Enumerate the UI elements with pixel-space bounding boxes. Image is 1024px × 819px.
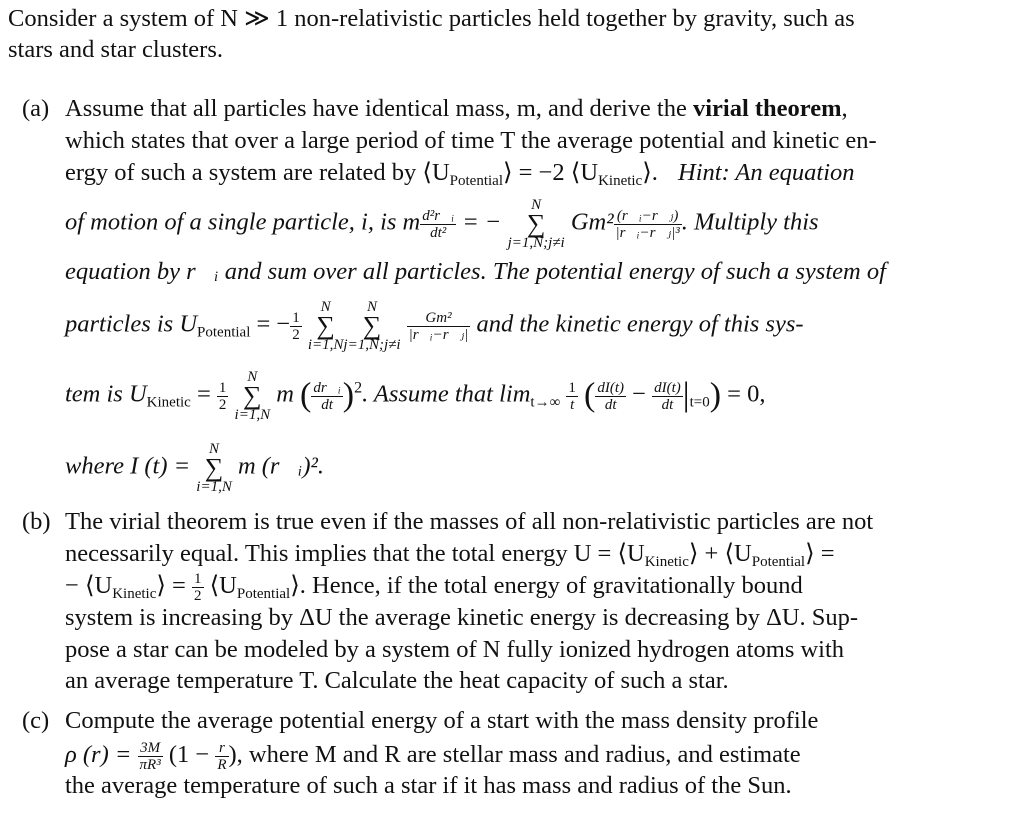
right-paren: ) (709, 376, 722, 414)
sigma-icon: ∑ (243, 381, 262, 410)
density-post: ), where M and R are stellar mass and radius, and estimate (228, 741, 801, 769)
neg-kinetic-mid: ⟩ = (156, 572, 192, 600)
sum-bottom: i=1,N (307, 337, 344, 353)
eom-pre: of motion of a single particle, i, is m (65, 208, 421, 236)
frac-num: r (215, 740, 228, 757)
intro-line-1: Consider a system of N ≫ 1 non-relativistic particles held together by gravity, such as (8, 5, 855, 32)
sum-i (235, 370, 271, 422)
part-a-line-7 (65, 370, 766, 422)
square-exponent: 2 (354, 379, 363, 397)
second-derivative-fraction (420, 208, 456, 241)
part-c-line-1: Compute the average potential energy of a start with the mass density profile (65, 707, 819, 734)
part-b-label: (b) (22, 508, 51, 535)
part-a-line-2: which states that over a large period of time T the average potential and kinetic en- (65, 127, 877, 154)
total-energy-pre: necessarily equal. This implies that the total energy U = ⟨U (65, 540, 645, 567)
eom-post: . Multiply this (681, 208, 819, 236)
potential-subscript: Potential (236, 586, 291, 603)
sum-bottom: j=1,N;j≠i (343, 337, 401, 353)
part-c-line-2 (65, 740, 801, 773)
part-a-line-6 (65, 300, 804, 352)
part-a-line-1 (65, 94, 848, 124)
kinetic-subscript: Kinetic (112, 586, 157, 603)
velocity-fraction (311, 380, 342, 413)
frac-den: |r⃗ᵢ−r⃗ⱼ|³ (615, 224, 680, 241)
one-over-t-fraction (566, 380, 578, 413)
frac-num: 1 (292, 309, 300, 326)
kinetic-subscript: Kinetic (598, 173, 643, 189)
eom-gm: Gm² (564, 208, 614, 236)
density-fraction (138, 740, 163, 773)
gm-over-distance-fraction (407, 310, 471, 343)
part-a-line-8 (65, 442, 324, 494)
frac-num: 1 (194, 571, 202, 587)
sigma-icon: ∑ (316, 311, 335, 340)
frac-den: dt (604, 396, 617, 413)
sum-i (308, 300, 344, 352)
sum-i (196, 442, 232, 494)
di-dt-fraction (595, 380, 626, 413)
part-a-line-1-end: , (841, 95, 848, 122)
frac-den: dt (661, 396, 674, 413)
potential-subscript: Potential (751, 554, 806, 570)
part-b-line-6: an average temperature T. Calculate the heat capacity of such a star. (65, 667, 729, 694)
frac-num: 1 (568, 379, 576, 396)
half-fraction (290, 310, 302, 343)
potential-subscript: Potential (197, 324, 251, 341)
part-b-line-4: system is increasing by ΔU the average kinetic energy is decreasing by ΔU. Sup- (65, 604, 859, 631)
part-a-label: (a) (22, 95, 50, 122)
sum-top: N (531, 197, 542, 213)
part-a-line-5: equation by r⃗ᵢ and sum over all particles. The potential energy of such a system of (65, 258, 886, 285)
kinetic-subscript: Kinetic (146, 394, 191, 411)
density-pre: ρ (r) = (65, 741, 138, 769)
part-c-line-3: the average temperature of such a star if it has mass and radius of the Sun. (65, 772, 792, 799)
total-energy-post: ⟩ = (805, 540, 835, 567)
frac-num: d²r⃗ᵢ (422, 207, 455, 224)
part-b-line-3-end: ⟩. Hence, if the total energy of gravitationally bound (290, 572, 803, 600)
di-dt-fraction (652, 380, 683, 413)
sum-top: N (209, 441, 220, 457)
frac-num: dr⃗ᵢ (313, 379, 341, 396)
part-c-label: (c) (22, 707, 50, 734)
left-paren: ( (584, 376, 596, 414)
sum-bottom: i=1,N (234, 407, 271, 423)
frac-den: |r⃗ᵢ−r⃗ⱼ| (408, 326, 469, 343)
frac-den: 2 (292, 326, 300, 343)
hint-text: Hint: An equation (678, 159, 855, 186)
sum-j (343, 300, 400, 352)
virial-theorem-term: virial theorem (692, 95, 842, 122)
sum-bottom: i=1,N (196, 479, 232, 495)
inertia-pre: where I (t) = (65, 452, 197, 480)
sigma-icon: ∑ (526, 209, 546, 238)
frac-num: 1 (218, 379, 227, 396)
sum-top: N (247, 369, 258, 385)
frac-num: Gm² (407, 310, 471, 327)
kinetic-m: m (270, 380, 301, 408)
avg-relation-post: ⟩. (642, 159, 658, 186)
frac-den: dt² (430, 224, 447, 241)
limit-end: = 0, (721, 380, 766, 408)
neg-kinetic-pre: − ⟨U (65, 572, 113, 600)
eom-equals: = − (456, 208, 508, 236)
right-paren: ) (342, 376, 355, 414)
inertia-post: m (r⃗ᵢ)². (231, 452, 325, 480)
half-fraction (192, 571, 204, 604)
frac-num: (r⃗ᵢ−r⃗ⱼ) (614, 208, 682, 225)
potential-post: and the kinetic energy of this sys- (470, 310, 804, 338)
minus-sign: − (626, 380, 653, 408)
part-b-line-1: The virial theorem is true even if the masses of all non-relativistic particles are not (65, 508, 874, 535)
sum-top: N (366, 299, 377, 315)
avg-relation-pre: ergy of such a system are related by ⟨U (65, 159, 450, 186)
eval-subscript: t=0 (689, 394, 710, 411)
sum-j (508, 198, 565, 250)
kinetic-pre: tem is U (65, 380, 147, 408)
frac-den: πR³ (139, 757, 161, 773)
sigma-icon: ∑ (204, 453, 224, 482)
direction-fraction (614, 208, 682, 241)
half-potential-pre: ⟨U (203, 572, 237, 600)
limit-text: . Assume that lim (362, 380, 531, 408)
frac-den: 2 (194, 588, 202, 604)
part-a-line-4 (65, 198, 819, 250)
eval-bar: | (682, 376, 690, 414)
limit-subscript: t→∞ (530, 394, 561, 411)
frac-num: dI(t) (597, 379, 625, 396)
frac-den: dt (321, 396, 333, 413)
avg-relation-mid: ⟩ = −2 ⟨U (502, 159, 599, 186)
kinetic-subscript: Kinetic (644, 554, 689, 570)
sum-top: N (320, 299, 331, 315)
potential-pre: particles is U (65, 310, 198, 338)
sigma-icon: ∑ (362, 311, 382, 340)
frac-den: 2 (218, 396, 227, 413)
potential-eq: = − (250, 310, 291, 338)
r-over-r-fraction (215, 740, 228, 773)
frac-num: 3M (138, 740, 163, 757)
kinetic-eq: = (190, 380, 217, 408)
part-a-line-1-text: Assume that all particles have identical mass, m, and derive the (65, 95, 693, 122)
sum-bottom: j=1,N;j≠i (507, 235, 565, 251)
frac-num: dI(t) (654, 379, 681, 396)
left-paren: ( (300, 376, 312, 414)
total-energy-mid: ⟩ + ⟨U (688, 540, 752, 567)
potential-subscript: Potential (449, 173, 503, 189)
frac-den: R (217, 757, 227, 773)
part-b-line-5: pose a star can be modeled by a system of N fully ionized hydrogen atoms with (65, 636, 845, 663)
frac-den: t (570, 396, 575, 413)
intro-line-2: stars and star clusters. (8, 36, 223, 63)
part-a-line-3 (65, 158, 855, 196)
half-fraction (217, 380, 229, 413)
density-mid: (1 − (162, 741, 216, 769)
